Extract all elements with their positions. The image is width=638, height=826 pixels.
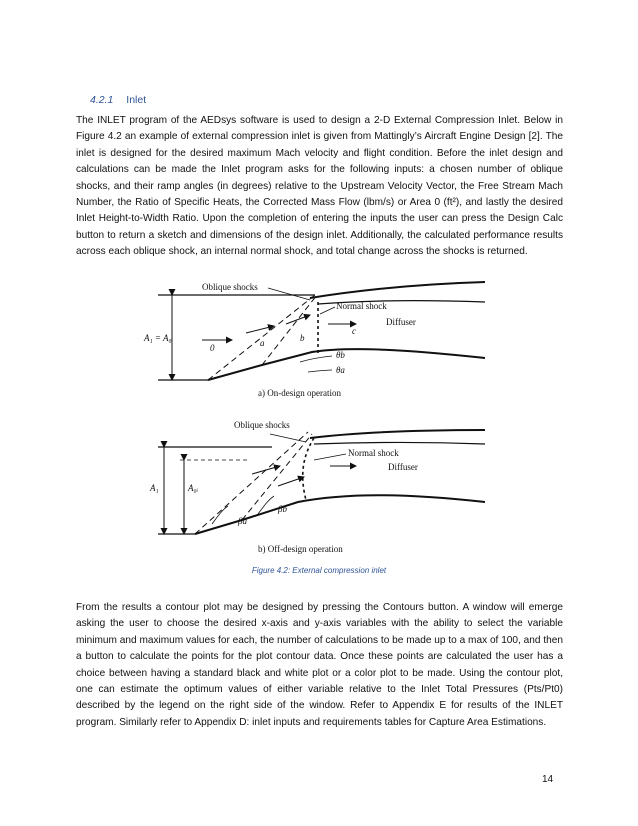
cowl-lip bbox=[310, 282, 485, 298]
label-beta-a: βa bbox=[238, 516, 247, 526]
cowl-lip-2 bbox=[310, 430, 485, 438]
on-design-subcaption: a) On-design operation bbox=[258, 388, 341, 398]
section-number: 4.2.1 bbox=[90, 94, 114, 106]
ramp-surface-2 bbox=[195, 495, 485, 534]
inlet-diagram bbox=[144, 262, 490, 554]
section-heading bbox=[90, 94, 146, 106]
theta-a-arc bbox=[308, 370, 332, 372]
theta-b-arc bbox=[300, 356, 332, 362]
off-design-diagram bbox=[149, 420, 485, 554]
label-oblique-shocks: Oblique shocks bbox=[202, 282, 258, 292]
label-region-0: 0 bbox=[210, 343, 215, 353]
paragraph-contours: From the results a contour plot may be designed by pressing the Contours button. A window will emerge asking the user to choose the desired x-axis and y-axis variables with the ability to select the variable minimum and maximum values for each, the number of calculations to be made up to a max of 100, and then a button to calculate the points for the plot contour data. Once these points are calculated the user has a choice between having a standard black and white plot or a color plot to be made. Using the contour plot, one can estimate the optimum values of either variable relative to the Inlet Total Pressures (Pts/Pt0) described by the legend on the right side of the window. Refer to Appendix E for results of the INLET program. Similarly refer to Appendix D: inlet inputs and requirements tables for Capture Area Estimations. bbox=[76, 602, 563, 728]
label-theta-b: θb bbox=[336, 350, 345, 360]
off-design-subcaption: b) Off-design operation bbox=[258, 544, 343, 554]
on-design-diagram bbox=[143, 282, 485, 398]
label-oblique-shocks-2: Oblique shocks bbox=[234, 420, 290, 430]
section-title: Inlet bbox=[126, 94, 147, 106]
label-area-a1: A₁ = A₀ᵢ bbox=[144, 333, 174, 343]
cowl-inner-2 bbox=[314, 443, 485, 445]
paragraph-intro: The INLET program of the AEDsys software is used to design a 2-D External Compression Inlet. Below in Figure 4.2 an example of external compression inlet is given from Mattingly’s Aircraft Engine Design [2]. The inlet is designed for the desired maximum Mach velocity and flight condition. Before the inlet design and calculations can be made the Inlet program asks for the following inputs: a chosen number of oblique shocks, and their ramp angles (in degrees) relative to the Upstream Velocity Vector, the Free Stream Mach Number, the Ratio of Specific Heats, the Corrected Mass Flow (lbm/s) or Area 0 (ft²), and lastly the desired Inlet Height-to-Width Ratio. Upon the completion of entering the inputs the user can press the Design Calc button to return a sketch and dimensions of the design inlet. Additionally, the calculated performance results across each oblique shock, an internal normal shock, and total change across the shocks is returned. bbox=[76, 115, 563, 258]
label-normal-shock: Normal shock bbox=[336, 301, 387, 311]
ramp-surface bbox=[208, 349, 485, 380]
label-area-a1-off: A₁ bbox=[150, 483, 159, 493]
label-region-b: b bbox=[300, 333, 305, 343]
beta-a-arc bbox=[212, 506, 228, 524]
flow-arrow-b bbox=[286, 315, 310, 324]
figure-caption: Figure 4.2: External compression inlet bbox=[251, 566, 387, 575]
normal-shock-leader-2 bbox=[314, 454, 346, 460]
flow-arrow-a bbox=[246, 326, 274, 333]
inlet-figure bbox=[144, 262, 490, 554]
flow-arrow-off-1 bbox=[252, 466, 280, 474]
label-diffuser-2: Diffuser bbox=[388, 462, 418, 472]
flow-arrow-off-2 bbox=[278, 477, 304, 486]
normal-shock-curve bbox=[303, 438, 314, 500]
oblique-shocks-leader-2 bbox=[270, 434, 306, 442]
label-region-a: a bbox=[260, 338, 265, 348]
oblique-shocks-leader bbox=[268, 288, 310, 300]
oblique-shock-b bbox=[262, 295, 317, 365]
page-number: 14 bbox=[542, 774, 554, 785]
label-diffuser: Diffuser bbox=[386, 317, 416, 327]
normal-shock-leader bbox=[320, 307, 335, 314]
label-theta-a: θa bbox=[336, 365, 345, 375]
label-region-c: c bbox=[352, 326, 356, 336]
label-normal-shock-2: Normal shock bbox=[348, 448, 399, 458]
label-beta-b: βb bbox=[278, 504, 287, 514]
label-area-a0i-off: A₀ᵢ bbox=[188, 483, 199, 493]
